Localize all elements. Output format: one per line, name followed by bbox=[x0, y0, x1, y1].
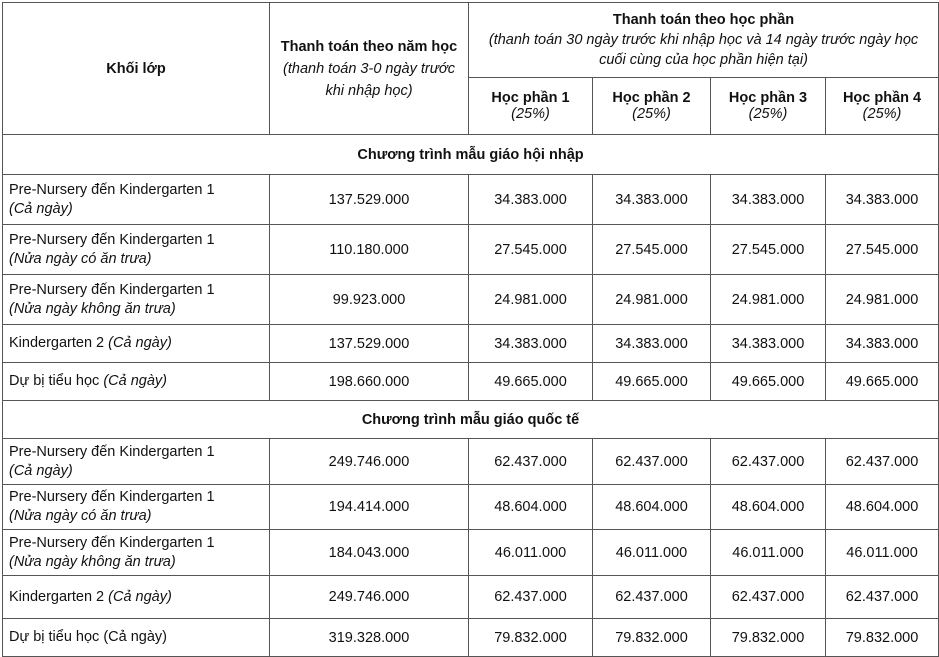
term-header bbox=[469, 3, 939, 78]
grade-name: Kindergarten 2 bbox=[9, 335, 105, 351]
table-row bbox=[3, 576, 939, 619]
section-row bbox=[3, 135, 939, 175]
term-cell: 62.437.000 bbox=[826, 439, 939, 485]
term-cell: 46.011.000 bbox=[826, 530, 939, 576]
term-cell: 62.437.000 bbox=[469, 576, 593, 619]
table-row bbox=[3, 225, 939, 275]
grade-cell bbox=[3, 485, 270, 530]
grade-cell bbox=[3, 175, 270, 225]
term-cell: 34.383.000 bbox=[593, 175, 711, 225]
term-cell: 62.437.000 bbox=[826, 576, 939, 619]
term-title: Thanh toán theo học phần bbox=[612, 12, 795, 28]
term-cell: 62.437.000 bbox=[593, 439, 711, 485]
term-cell: 34.383.000 bbox=[469, 175, 593, 225]
annual-cell: 249.746.000 bbox=[270, 576, 469, 619]
header-row-1 bbox=[3, 3, 939, 78]
grade-name: Pre-Nursery đến Kindergarten 1 bbox=[9, 534, 215, 551]
term-2-header bbox=[593, 78, 711, 135]
grade-note: (Nửa ngày có ăn trưa) bbox=[9, 250, 152, 267]
table-row bbox=[3, 619, 939, 657]
table-row bbox=[3, 530, 939, 576]
table-row bbox=[3, 325, 939, 363]
term-cell: 79.832.000 bbox=[593, 619, 711, 657]
grade-name: Pre-Nursery đến Kindergarten 1 bbox=[9, 231, 215, 248]
term-cell: 27.545.000 bbox=[593, 225, 711, 275]
grade-cell bbox=[3, 363, 270, 401]
grade-note: (Nửa ngày có ăn trưa) bbox=[9, 508, 152, 524]
grade-cell: Dự bị tiểu học (Cả ngày) bbox=[3, 619, 270, 657]
term-cell: 24.981.000 bbox=[826, 275, 939, 325]
annual-header bbox=[270, 3, 469, 135]
annual-note: (thanh toán 3-0 ngày trước khi nhập học) bbox=[283, 60, 455, 99]
term-cell: 34.383.000 bbox=[469, 325, 593, 363]
grade-name: Pre-Nursery đến Kindergarten 1 bbox=[9, 281, 215, 298]
grade-note: (Cả ngày) bbox=[108, 588, 172, 605]
term-2-pct: (25%) bbox=[632, 106, 671, 122]
term-cell: 48.604.000 bbox=[826, 485, 939, 530]
annual-cell: 198.660.000 bbox=[270, 363, 469, 401]
annual-cell: 137.529.000 bbox=[270, 325, 469, 363]
term-1-name: Học phần 1 bbox=[491, 90, 570, 106]
table-row bbox=[3, 175, 939, 225]
term-4-name: Học phần 4 bbox=[842, 90, 922, 106]
annual-cell: 99.923.000 bbox=[270, 275, 469, 325]
annual-title: Thanh toán theo năm học bbox=[280, 38, 458, 55]
table-row bbox=[3, 485, 939, 530]
term-1-header bbox=[469, 78, 593, 135]
term-cell: 48.604.000 bbox=[593, 485, 711, 530]
term-cell: 46.011.000 bbox=[711, 530, 826, 576]
term-cell: 34.383.000 bbox=[711, 175, 826, 225]
term-2-name: Học phần 2 bbox=[612, 90, 691, 106]
term-cell: 62.437.000 bbox=[593, 576, 711, 619]
table-row bbox=[3, 439, 939, 485]
grade-header: Khối lớp bbox=[3, 3, 270, 135]
term-cell: 34.383.000 bbox=[593, 325, 711, 363]
term-cell: 79.832.000 bbox=[826, 619, 939, 657]
grade-cell bbox=[3, 225, 270, 275]
grade-note: (Cả ngày) bbox=[108, 335, 172, 351]
section-title: Chương trình mẫu giáo hội nhập bbox=[3, 135, 939, 175]
grade-cell bbox=[3, 275, 270, 325]
grade-cell bbox=[3, 439, 270, 485]
grade-name: Pre-Nursery đến Kindergarten 1 bbox=[9, 181, 215, 198]
term-3-name: Học phần 3 bbox=[728, 90, 808, 106]
annual-cell: 194.414.000 bbox=[270, 485, 469, 530]
grade-cell bbox=[3, 325, 270, 363]
term-cell: 46.011.000 bbox=[469, 530, 593, 576]
term-1-pct: (25%) bbox=[511, 106, 550, 122]
term-4-pct: (25%) bbox=[862, 106, 902, 122]
term-cell: 27.545.000 bbox=[826, 225, 939, 275]
grade-cell bbox=[3, 576, 270, 619]
term-cell: 24.981.000 bbox=[711, 275, 826, 325]
term-cell: 79.832.000 bbox=[469, 619, 593, 657]
annual-cell: 110.180.000 bbox=[270, 225, 469, 275]
grade-note: (Nửa ngày không ăn trưa) bbox=[9, 553, 176, 570]
term-cell: 24.981.000 bbox=[469, 275, 593, 325]
term-cell: 62.437.000 bbox=[469, 439, 593, 485]
term-cell: 48.604.000 bbox=[711, 485, 826, 530]
annual-cell: 184.043.000 bbox=[270, 530, 469, 576]
term-cell: 49.665.000 bbox=[711, 363, 826, 401]
term-cell: 27.545.000 bbox=[711, 225, 826, 275]
annual-cell: 249.746.000 bbox=[270, 439, 469, 485]
term-4-header bbox=[826, 78, 939, 135]
term-cell: 34.383.000 bbox=[711, 325, 826, 363]
annual-cell: 319.328.000 bbox=[270, 619, 469, 657]
term-cell: 46.011.000 bbox=[593, 530, 711, 576]
term-cell: 24.981.000 bbox=[593, 275, 711, 325]
grade-note: (Cả ngày) bbox=[9, 200, 73, 217]
grade-name: Pre-Nursery đến Kindergarten 1 bbox=[9, 489, 215, 505]
term-3-pct: (25%) bbox=[748, 106, 788, 122]
term-cell: 62.437.000 bbox=[711, 439, 826, 485]
grade-name: Dự bị tiểu học bbox=[9, 373, 100, 389]
term-cell: 49.665.000 bbox=[469, 363, 593, 401]
term-note: (thanh toán 30 ngày trước khi nhập học và 14 ngày trước ngày học cuối cùng của học phần hiện tại) bbox=[488, 32, 919, 68]
table-row bbox=[3, 275, 939, 325]
tuition-table bbox=[2, 2, 939, 657]
grade-note: (Nửa ngày không ăn trưa) bbox=[9, 300, 176, 317]
term-cell: 27.545.000 bbox=[469, 225, 593, 275]
term-cell: 34.383.000 bbox=[826, 325, 939, 363]
term-cell: 79.832.000 bbox=[711, 619, 826, 657]
term-cell: 49.665.000 bbox=[826, 363, 939, 401]
grade-name: Kindergarten 2 bbox=[9, 588, 105, 605]
term-cell: 62.437.000 bbox=[711, 576, 826, 619]
grade-note: (Cả ngày) bbox=[103, 373, 168, 389]
term-cell: 48.604.000 bbox=[469, 485, 593, 530]
grade-cell bbox=[3, 530, 270, 576]
term-cell: 34.383.000 bbox=[826, 175, 939, 225]
grade-name: Pre-Nursery đến Kindergarten 1 bbox=[9, 443, 215, 460]
section-title: Chương trình mẫu giáo quốc tế bbox=[3, 401, 939, 439]
grade-note: (Cả ngày) bbox=[9, 462, 73, 479]
section-row bbox=[3, 401, 939, 439]
table-row bbox=[3, 363, 939, 401]
term-cell: 49.665.000 bbox=[593, 363, 711, 401]
annual-cell: 137.529.000 bbox=[270, 175, 469, 225]
term-3-header bbox=[711, 78, 826, 135]
